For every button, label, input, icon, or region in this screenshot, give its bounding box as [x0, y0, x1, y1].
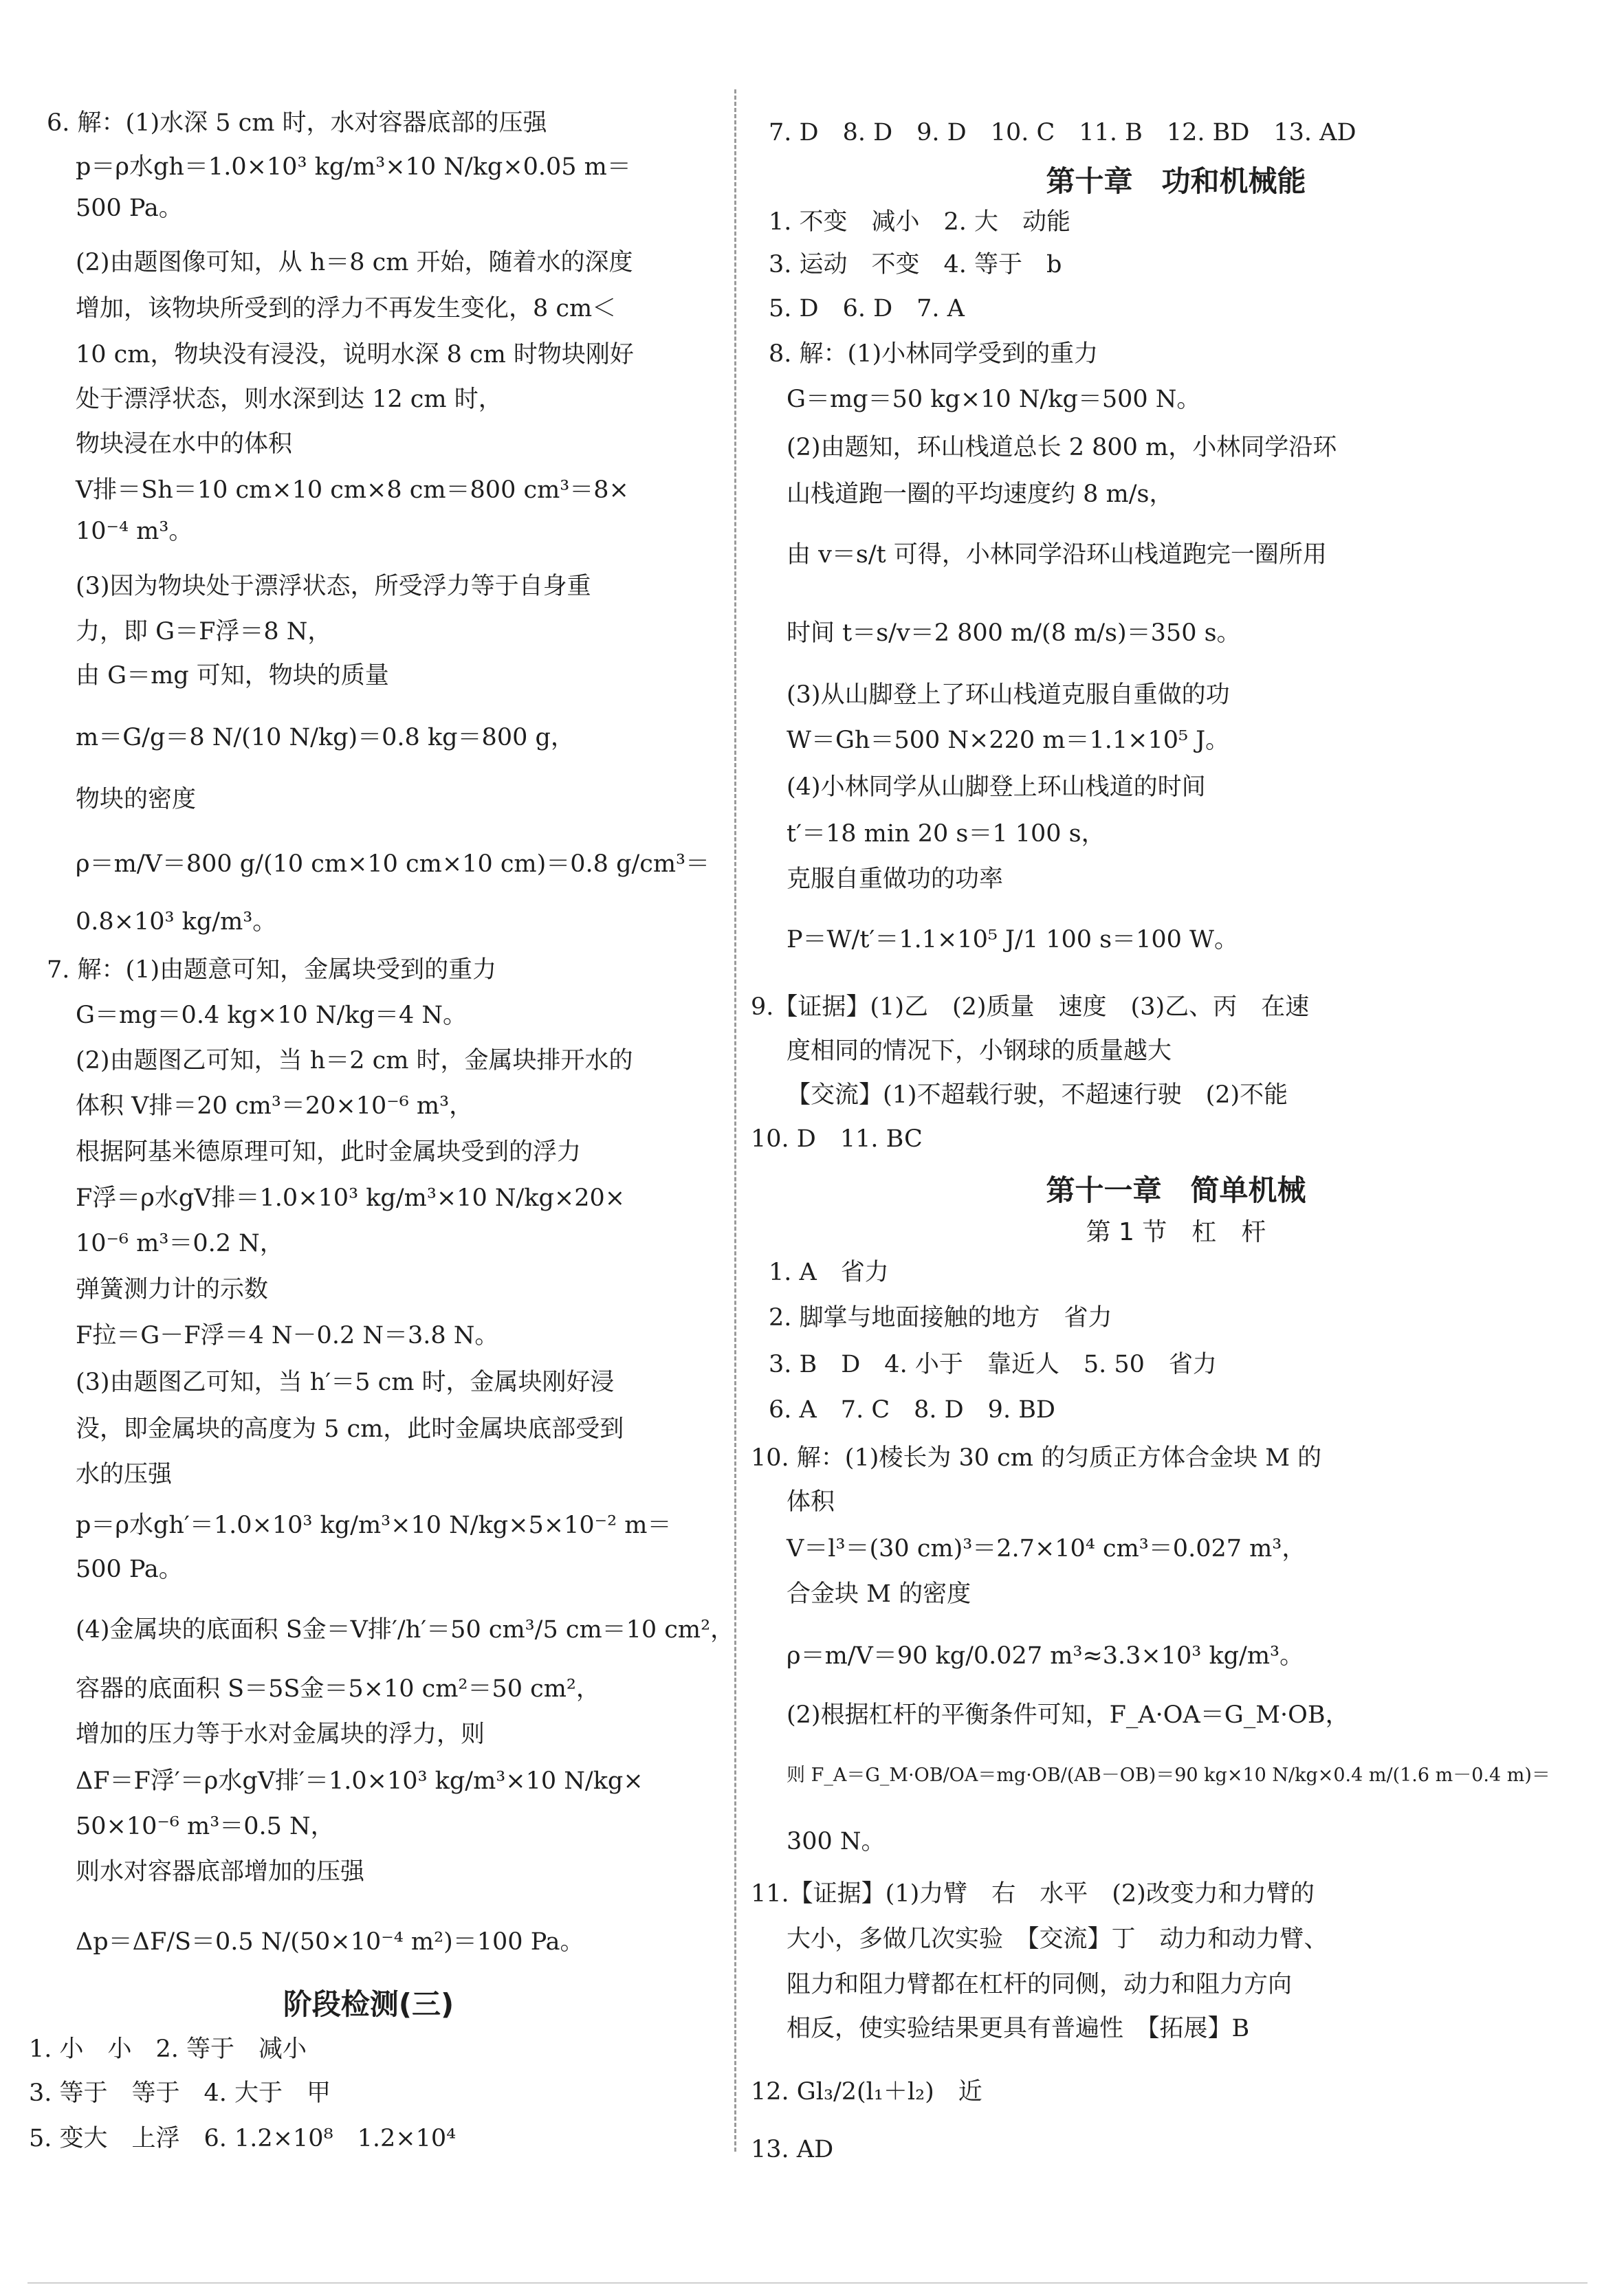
chapter10-line: 由 v＝s/t 可得，小林同学沿环山栈道跑完一圈所用	[787, 541, 1327, 569]
chapter11-line: 3. B D 4. 小于 靠近人 5. 50 省力	[769, 1351, 1217, 1378]
left-line: G＝mg＝0.4 kg×10 N/kg＝4 N。	[76, 1002, 467, 1029]
chapter-11-heading: 第十一章 简单机械	[1046, 1173, 1306, 1207]
chapter10-line: 5. D 6. D 7. A	[769, 295, 965, 322]
left-line: 由 G＝mg 可知，物块的质量	[76, 662, 389, 689]
left-line: 物块浸在水中的体积	[76, 430, 293, 458]
left-line: 弹簧测力计的示数	[76, 1276, 269, 1303]
left-line: (2)由题图像可知，从 h＝8 cm 开始，随着水的深度	[76, 249, 633, 276]
chapter10-line: W＝Gh＝500 N×220 m＝1.1×10⁵ J。	[787, 727, 1230, 754]
left-line: ΔF＝F浮′＝ρ水gV排′＝1.0×10³ kg/m³×10 N/kg×	[76, 1767, 644, 1795]
left-line: 500 Pa。	[76, 1556, 183, 1583]
column-divider	[734, 89, 736, 2152]
left-line: p＝ρ水gh′＝1.0×10³ kg/m³×10 N/kg×5×10⁻² m＝	[76, 1512, 672, 1539]
left-line: 力，即 G＝F浮＝8 N，	[76, 618, 332, 645]
chapter10-line: 【交流】(1)不超载行驶，不超速行驶 (2)不能	[787, 1081, 1288, 1109]
left-line: 500 Pa。	[76, 195, 183, 222]
left-line: m＝G/g＝8 N/(10 N/kg)＝0.8 kg＝800 g，	[76, 724, 575, 751]
chapter11-line: 6. A 7. C 8. D 9. BD	[769, 1396, 1055, 1424]
left-line: (3)由题图乙可知，当 h′＝5 cm 时，金属块刚好浸	[76, 1369, 615, 1396]
left-line: V排＝Sh＝10 cm×10 cm×8 cm＝800 cm³＝8×	[76, 476, 629, 504]
chapter10-line: (3)从山脚登上了环山栈道克服自重做的功	[787, 681, 1230, 709]
left-line: 0.8×10³ kg/m³。	[76, 908, 277, 936]
chapter10-line: G＝mg＝50 kg×10 N/kg＝500 N。	[787, 386, 1201, 413]
chapter10-line: 8. 解：(1)小林同学受到的重力	[769, 340, 1099, 368]
chapter11-line: 12. Gl₃/2(l₁＋l₂) 近	[751, 2078, 982, 2106]
left-line: 体积 V排＝20 cm³＝20×10⁻⁶ m³，	[76, 1092, 474, 1120]
chapter11-line: V＝l³＝(30 cm)³＝2.7×10⁴ cm³＝0.027 m³，	[787, 1535, 1306, 1563]
chapter10-line: t′＝18 min 20 s＝1 100 s，	[787, 820, 1106, 848]
chapter11-line: 11.【证据】(1)力臂 右 水平 (2)改变力和力臂的	[751, 1880, 1315, 1908]
chapter10-line: (4)小林同学从山脚登上环山栈道的时间	[787, 773, 1206, 801]
right-column	[737, 0, 1615, 2296]
left-line: 50×10⁻⁶ m³＝0.5 N，	[76, 1813, 335, 1840]
left-line: 没，即金属块的高度为 5 cm，此时金属块底部受到	[76, 1415, 624, 1443]
left-line: 根据阿基米德原理可知，此时金属块受到的浮力	[76, 1138, 582, 1166]
left-line: (2)由题图乙可知，当 h＝2 cm 时，金属块排开水的	[76, 1047, 633, 1074]
section-line: 3. 等于 等于 4. 大于 甲	[29, 2079, 331, 2107]
chapter11-line: 则 F_A＝G_M·OB/OA＝mg·OB/(AB－OB)＝90 kg×10 N/kg×0.4 m/(1.6 m－0.4 m)＝	[787, 1765, 1550, 1786]
chapter11-line: 300 N。	[787, 1828, 886, 1855]
chapter11-line: 2. 脚掌与地面接触的地方 省力	[769, 1304, 1112, 1332]
left-line: 增加，该物块所受到的浮力不再发生变化，8 cm＜	[76, 295, 617, 322]
left-line: 增加的压力等于水对金属块的浮力，则	[76, 1721, 485, 1748]
chapter10-line: 山栈道跑一圈的平均速度约 8 m/s，	[787, 481, 1174, 508]
chapter11-line: 阻力和阻力臂都在杠杆的同侧，动力和阻力方向	[787, 1971, 1293, 1998]
left-line: Δp＝ΔF/S＝0.5 N/(50×10⁻⁴ m²)＝100 Pa。	[76, 1928, 584, 1956]
chapter11-line: 10. 解：(1)棱长为 30 cm 的匀质正方体合金块 M 的	[751, 1444, 1322, 1472]
section-heading-stage-test: 阶段检测(三)	[283, 1987, 454, 2021]
chapter11-line: 1. A 省力	[769, 1259, 889, 1286]
left-line: p＝ρ水gh＝1.0×10³ kg/m³×10 N/kg×0.05 m＝	[76, 153, 631, 181]
chapter10-line: 度相同的情况下，小钢球的质量越大	[787, 1037, 1172, 1065]
chapter10-line: 克服自重做功的功率	[787, 865, 1004, 893]
page-bottom-rule	[28, 2282, 1587, 2284]
left-line: F浮＝ρ水gV排＝1.0×10³ kg/m³×10 N/kg×20×	[76, 1184, 626, 1212]
left-line: 10⁻⁶ m³＝0.2 N，	[76, 1230, 284, 1257]
chapter11-line: 合金块 M 的密度	[787, 1580, 971, 1608]
chapter11-line: ρ＝m/V＝90 kg/0.027 m³≈3.3×10³ kg/m³。	[787, 1642, 1304, 1670]
section-line: 1. 小 小 2. 等于 减小	[29, 2035, 307, 2063]
left-line: 处于漂浮状态，则水深到达 12 cm 时，	[76, 386, 503, 413]
chapter11-line: 13. AD	[751, 2136, 834, 2163]
chapter10-line: 3. 运动 不变 4. 等于 b	[769, 251, 1062, 278]
left-line: 7. 解：(1)由题意可知，金属块受到的重力	[47, 956, 497, 984]
left-line: ρ＝m/V＝800 g/(10 cm×10 cm×10 cm)＝0.8 g/cm³＝	[76, 850, 710, 878]
left-line: 10 cm，物块没有浸没，说明水深 8 cm 时物块刚好	[76, 341, 634, 368]
left-line: 物块的密度	[76, 786, 197, 813]
chapter10-line: (2)由题知，环山栈道总长 2 800 m，小林同学沿环	[787, 434, 1337, 461]
section-1-heading: 第 1 节 杠 杆	[1086, 1218, 1266, 1246]
left-line: (4)金属块的底面积 S金＝V排′/h′＝50 cm³/5 cm＝10 cm²，	[76, 1616, 735, 1644]
left-line: 则水对容器底部增加的压强	[76, 1858, 365, 1886]
left-line: F拉＝G－F浮＝4 N－0.2 N＝3.8 N。	[76, 1322, 499, 1349]
answer-line: 7. D 8. D 9. D 10. C 11. B 12. BD 13. AD	[769, 119, 1356, 146]
left-line: 10⁻⁴ m³。	[76, 518, 193, 545]
chapter11-line: 大小，多做几次实验 【交流】丁 动力和动力臂、	[787, 1925, 1328, 1953]
chapter10-line: 1. 不变 减小 2. 大 动能	[769, 208, 1071, 236]
left-line: 6. 解：(1)水深 5 cm 时，水对容器底部的压强	[47, 109, 547, 137]
left-line: (3)因为物块处于漂浮状态，所受浮力等于自身重	[76, 573, 591, 600]
section-line: 5. 变大 上浮 6. 1.2×10⁸ 1.2×10⁴	[29, 2125, 457, 2152]
chapter10-line: 9.【证据】(1)乙 (2)质量 速度 (3)乙、丙 在速	[751, 993, 1310, 1021]
chapter11-line: 相反，使实验结果更具有普遍性 【拓展】B	[787, 2015, 1250, 2042]
chapter11-line: (2)根据杠杆的平衡条件可知，F_A·OA＝G_M·OB，	[787, 1701, 1350, 1729]
chapter-10-heading: 第十章 功和机械能	[1046, 164, 1306, 198]
left-line: 水的压强	[76, 1461, 173, 1488]
chapter11-line: 体积	[787, 1488, 835, 1516]
chapter10-line: 时间 t＝s/v＝2 800 m/(8 m/s)＝350 s。	[787, 619, 1241, 647]
left-column	[0, 0, 737, 2296]
chapter10-line: 10. D 11. BC	[751, 1125, 923, 1153]
chapter10-line: P＝W/t′＝1.1×10⁵ J/1 100 s＝100 W。	[787, 926, 1239, 953]
left-line: 容器的底面积 S＝5S金＝5×10 cm²＝50 cm²，	[76, 1675, 600, 1703]
